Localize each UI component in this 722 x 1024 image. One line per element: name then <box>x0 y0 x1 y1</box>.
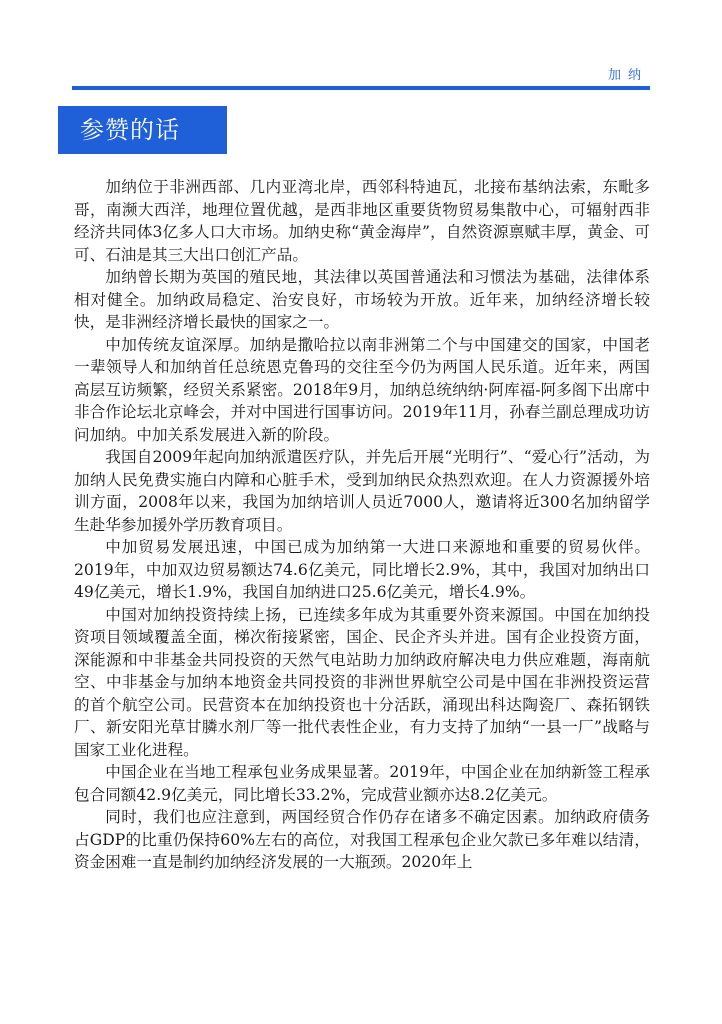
running-header-title: 加纳 <box>607 68 648 83</box>
paragraph: 中国企业在当地工程承包业务成果显著。2019年，中国企业在加纳新签工程承包合同额42.9亿美元，同比增长33.2%，完成营业额亦达8.2亿美元。 <box>74 763 650 804</box>
header-rule <box>72 86 650 90</box>
section-title: 参赞的话 <box>58 106 227 154</box>
paragraph: 加纳位于非洲西部、几内亚湾北岸，西邻科特迪瓦，北接布基纳法索，东毗多哥，南濒大西洋，地理位置优越，是西非地区重要货物贸易集散中心，可辐射西非经济共同体3亿多人口大市场。加纳史称“黄金海岸”，自然资源禀赋丰厚，黄金、可可、石油是其三大出口创汇产品。 <box>74 178 650 264</box>
paragraph: 我国自2009年起向加纳派遣医疗队，并先后开展“光明行”、“爱心行”活动，为加纳人民免费实施白内障和心脏手术，受到加纳民众热烈欢迎。在人力资源援外培训方面，2008年以来，我国为加纳培训人员近7000人，邀请将近300名加纳留学生赴华参加援外学历教育项目。 <box>74 448 650 534</box>
paragraph: 同时，我们也应注意到，两国经贸合作仍存在诸多不确定因素。加纳政府债务占GDP的比重仍保持60%左右的高位，对我国工程承包企业欠款已多年难以结清，资金困难一直是制约加纳经济发展的一大瓶颈。2020年上 <box>74 808 650 871</box>
paragraph: 中加贸易发展迅速，中国已成为加纳第一大进口来源地和重要的贸易伙伴。2019年，中加双边贸易额达74.6亿美元，同比增长2.9%，其中，我国对加纳出口49亿美元，增长1.9%，我国自加纳进口25.6亿美元，增长4.9%。 <box>74 538 650 601</box>
paragraph: 中国对加纳投资持续上扬，已连续多年成为其重要外资来源国。中国在加纳投资项目领域覆盖全面，梯次衔接紧密，国企、民企齐头并进。国有企业投资方面，深能源和中非基金共同投资的天然气电站助力加纳政府解决电力供应难题，海南航空、中非基金与加纳本地资金共同投资的非洲世界航空公司是中国在非洲投资运营的首个航空公司。民营资本在加纳投资也十分活跃，涌现出科达陶瓷厂、森拓钢铁厂、新安阳光草甘膦水剂厂等一批代表性企业，有力支持了加纳“一县一厂”战略与国家工业化进程。 <box>74 605 650 759</box>
paragraph: 加纳曾长期为英国的殖民地，其法律以英国普通法和习惯法为基础，法律体系相对健全。加纳政局稳定、治安良好，市场较为开放。近年来，加纳经济增长较快，是非洲经济增长最快的国家之一。 <box>74 268 650 331</box>
body-text <box>74 176 650 874</box>
paragraph: 中加传统友谊深厚。加纳是撒哈拉以南非洲第二个与中国建交的国家，中国老一辈领导人和加纳首任总统恩克鲁玛的交往至今仍为两国人民乐道。近年来，两国高层互访频繁，经贸关系紧密。2018年9月，加纳总统纳纳·阿库福-阿多阁下出席中非合作论坛北京峰会，并对中国进行国事访问。2019年11月，孙春兰副总理成功访问加纳。中加关系发展进入新的阶段。 <box>74 335 650 444</box>
